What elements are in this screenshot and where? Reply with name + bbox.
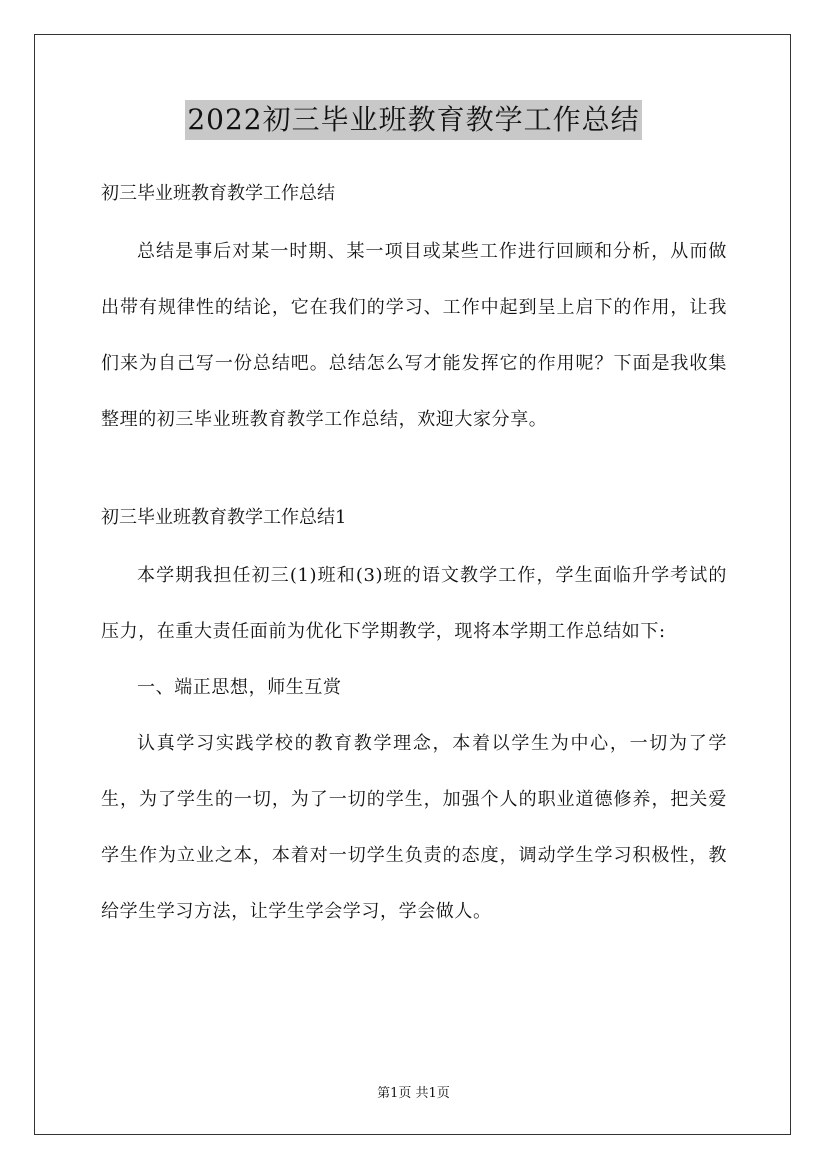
section1-paragraph: 本学期我担任初三(1)班和(3)班的语文教学工作，学生面临升学考试的压力，在重大责任面前为优化下学期教学，现将本学期工作总结如下:	[101, 565, 727, 642]
point1-paragraph: 认真学习实践学校的教育教学理念，本着以学生为中心，一切为了学生，为了学生的一切，为了一切的学生，加强个人的职业道德修养，把关爱学生作为立业之本，本着对一切学生负责的态度，调动学生学习积极性，教给学生学习方法，让学生学会学习，学会做人。	[101, 733, 727, 922]
section-gap	[101, 448, 727, 498]
document-subtitle: 初三毕业班教育教学工作总结	[101, 183, 335, 204]
intro-paragraph: 总结是事后对某一时期、某一项目或某些工作进行回顾和分析，从而做出带有规律性的结论，它在我们的学习、工作中起到呈上启下的作用，让我们来为自己写一份总结吧。总结怎么写才能发挥它的作用呢？下面是我收集整理的初三毕业班教育教学工作总结，欢迎大家分享。	[101, 241, 727, 430]
section1-heading: 初三毕业班教育教学工作总结1	[101, 507, 347, 528]
document-title: 2022初三毕业班教育教学工作总结	[185, 100, 641, 140]
title-container	[0, 100, 827, 140]
point1-heading: 一、端正思想，师生互赏	[137, 677, 342, 698]
document-body	[101, 174, 727, 940]
page-footer: 第1页 共1页	[377, 1086, 450, 1101]
